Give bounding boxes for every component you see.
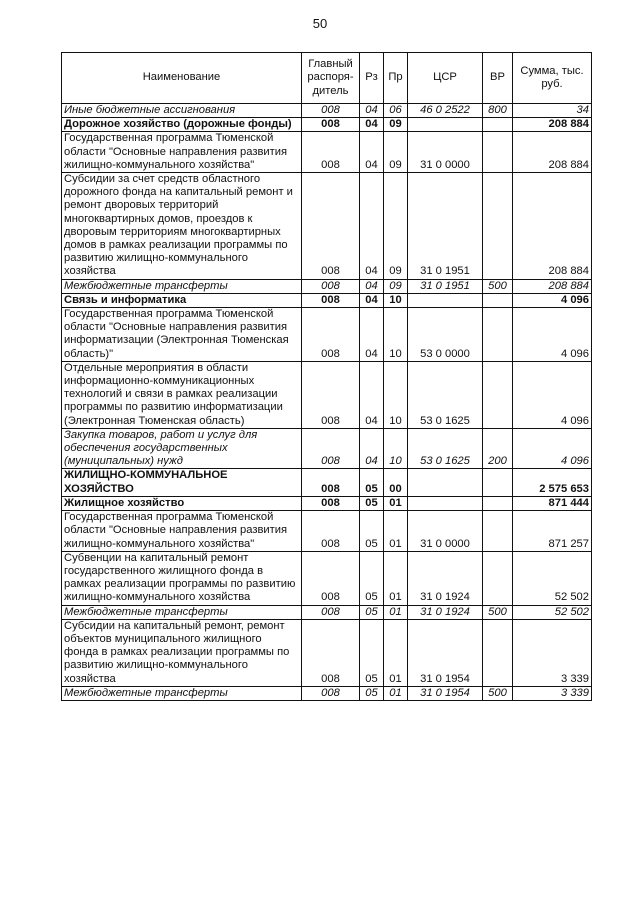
cell-csr [408,118,483,132]
cell-name: Межбюджетные трансферты [62,605,302,619]
cell-chief: 008 [302,605,360,619]
cell-sum: 52 502 [513,551,592,605]
cell-pr: 00 [384,469,408,496]
cell-pr: 01 [384,496,408,510]
cell-sum: 4 096 [513,293,592,307]
cell-rz: 05 [360,619,384,686]
cell-vr [483,361,513,428]
cell-pr: 09 [384,118,408,132]
table-row [62,279,592,293]
cell-chief: 008 [302,308,360,362]
cell-chief: 008 [302,428,360,469]
cell-name: Субсидии за счет средств областного дорожного фонда на капитальный ремонт и ремонт дворовых территорий многоквартирных домов, проездов к дворовым территориям многоквартирных домов в рамках реализации программы по развитию жилищно-коммунального хозяйства [62,173,302,280]
cell-name: Закупка товаров, работ и услуг для обеспечения государственных (муниципальных) нужд [62,428,302,469]
table-row [62,619,592,686]
col-header-csr: ЦСР [408,53,483,104]
cell-rz: 05 [360,551,384,605]
cell-sum: 52 502 [513,605,592,619]
col-header-vr: ВР [483,53,513,104]
cell-pr: 09 [384,279,408,293]
cell-name: Связь и информатика [62,293,302,307]
col-header-chief: Главный распоря-дитель [302,53,360,104]
cell-vr [483,619,513,686]
table-row [62,308,592,362]
cell-csr: 53 0 0000 [408,308,483,362]
cell-pr: 10 [384,428,408,469]
cell-csr: 53 0 1625 [408,428,483,469]
cell-vr [483,118,513,132]
table-row [62,173,592,280]
cell-sum: 4 096 [513,361,592,428]
cell-pr: 06 [384,104,408,118]
cell-vr [483,173,513,280]
cell-vr: 200 [483,428,513,469]
cell-chief: 008 [302,104,360,118]
cell-chief: 008 [302,496,360,510]
cell-csr: 53 0 1625 [408,361,483,428]
cell-rz: 05 [360,469,384,496]
cell-rz: 04 [360,308,384,362]
cell-pr: 01 [384,605,408,619]
cell-chief: 008 [302,293,360,307]
table-row [62,132,592,173]
cell-chief: 008 [302,279,360,293]
cell-chief: 008 [302,619,360,686]
cell-csr [408,496,483,510]
table-body [62,104,592,701]
cell-sum: 4 096 [513,428,592,469]
page-number: 50 [312,16,328,31]
cell-name: Жилищное хозяйство [62,496,302,510]
cell-vr [483,308,513,362]
cell-csr: 31 0 1951 [408,279,483,293]
cell-rz: 04 [360,361,384,428]
cell-sum: 208 884 [513,132,592,173]
cell-rz: 04 [360,293,384,307]
cell-csr: 31 0 1924 [408,605,483,619]
header-row [62,53,592,104]
cell-pr: 01 [384,686,408,700]
cell-name: Государственная программа Тюменской области "Основные направления развития жилищно-коммунального хозяйства" [62,132,302,173]
cell-chief: 008 [302,118,360,132]
cell-sum: 208 884 [513,279,592,293]
cell-name: Государственная программа Тюменской области "Основные направления развития жилищно-коммунального хозяйства" [62,511,302,552]
cell-sum: 208 884 [513,173,592,280]
cell-chief: 008 [302,686,360,700]
cell-chief: 008 [302,173,360,280]
cell-csr: 31 0 1954 [408,619,483,686]
cell-vr [483,496,513,510]
cell-rz: 04 [360,104,384,118]
cell-pr: 01 [384,619,408,686]
table-row [62,293,592,307]
table-row [62,428,592,469]
cell-rz: 04 [360,118,384,132]
col-header-pr: Пр [384,53,408,104]
table-row [62,496,592,510]
budget-table [61,52,592,701]
table-row [62,686,592,700]
cell-rz: 04 [360,428,384,469]
cell-sum: 34 [513,104,592,118]
table-row [62,361,592,428]
cell-chief: 008 [302,511,360,552]
table-row [62,104,592,118]
cell-name: Субсидии на капитальный ремонт, ремонт объектов муниципального жилищного фонда в рамках реализации программы по развитию жилищно-коммунального хозяйства [62,619,302,686]
cell-chief: 008 [302,132,360,173]
cell-rz: 05 [360,511,384,552]
col-header-sum: Сумма, тыс. руб. [513,53,592,104]
table-row [62,118,592,132]
table-row [62,551,592,605]
cell-sum: 208 884 [513,118,592,132]
table-row [62,511,592,552]
cell-rz: 04 [360,279,384,293]
cell-vr: 800 [483,104,513,118]
cell-rz: 04 [360,132,384,173]
cell-pr: 10 [384,293,408,307]
cell-csr: 31 0 0000 [408,511,483,552]
cell-vr [483,469,513,496]
cell-csr: 31 0 1924 [408,551,483,605]
cell-pr: 01 [384,511,408,552]
cell-sum: 3 339 [513,686,592,700]
cell-rz: 04 [360,173,384,280]
cell-vr [483,293,513,307]
cell-sum: 2 575 653 [513,469,592,496]
col-header-rz: Рз [360,53,384,104]
cell-csr [408,293,483,307]
table-row [62,469,592,496]
cell-name: Иные бюджетные ассигнования [62,104,302,118]
cell-chief: 008 [302,551,360,605]
cell-name: Отдельные мероприятия в области информационно-коммуникационных технологий и связи в рамках реализации программы по развитию информатизации (Электронная Тюменская область) [62,361,302,428]
cell-sum: 4 096 [513,308,592,362]
cell-name: Субвенции на капитальный ремонт государственного жилищного фонда в рамках реализации программы по развитию жилищно-коммунального хозяйства [62,551,302,605]
cell-vr [483,511,513,552]
cell-name: Государственная программа Тюменской области "Основные направления развития информатизации (Электронная Тюменская область)" [62,308,302,362]
cell-csr: 31 0 1954 [408,686,483,700]
cell-csr: 31 0 0000 [408,132,483,173]
cell-vr: 500 [483,279,513,293]
cell-name: Межбюджетные трансферты [62,279,302,293]
cell-chief: 008 [302,469,360,496]
col-header-name: Наименование [62,53,302,104]
cell-pr: 01 [384,551,408,605]
cell-sum: 871 257 [513,511,592,552]
cell-name: Межбюджетные трансферты [62,686,302,700]
cell-vr: 500 [483,605,513,619]
cell-vr [483,132,513,173]
cell-pr: 09 [384,132,408,173]
cell-sum: 3 339 [513,619,592,686]
cell-csr: 46 0 2522 [408,104,483,118]
cell-rz: 05 [360,686,384,700]
cell-csr: 31 0 1951 [408,173,483,280]
cell-name: ЖИЛИЩНО-КОММУНАЛЬНОЕ ХОЗЯЙСТВО [62,469,302,496]
cell-csr [408,469,483,496]
cell-vr: 500 [483,686,513,700]
cell-rz: 05 [360,605,384,619]
cell-pr: 09 [384,173,408,280]
cell-rz: 05 [360,496,384,510]
cell-pr: 10 [384,361,408,428]
cell-pr: 10 [384,308,408,362]
cell-vr [483,551,513,605]
cell-sum: 871 444 [513,496,592,510]
table-row [62,605,592,619]
cell-chief: 008 [302,361,360,428]
cell-name: Дорожное хозяйство (дорожные фонды) [62,118,302,132]
